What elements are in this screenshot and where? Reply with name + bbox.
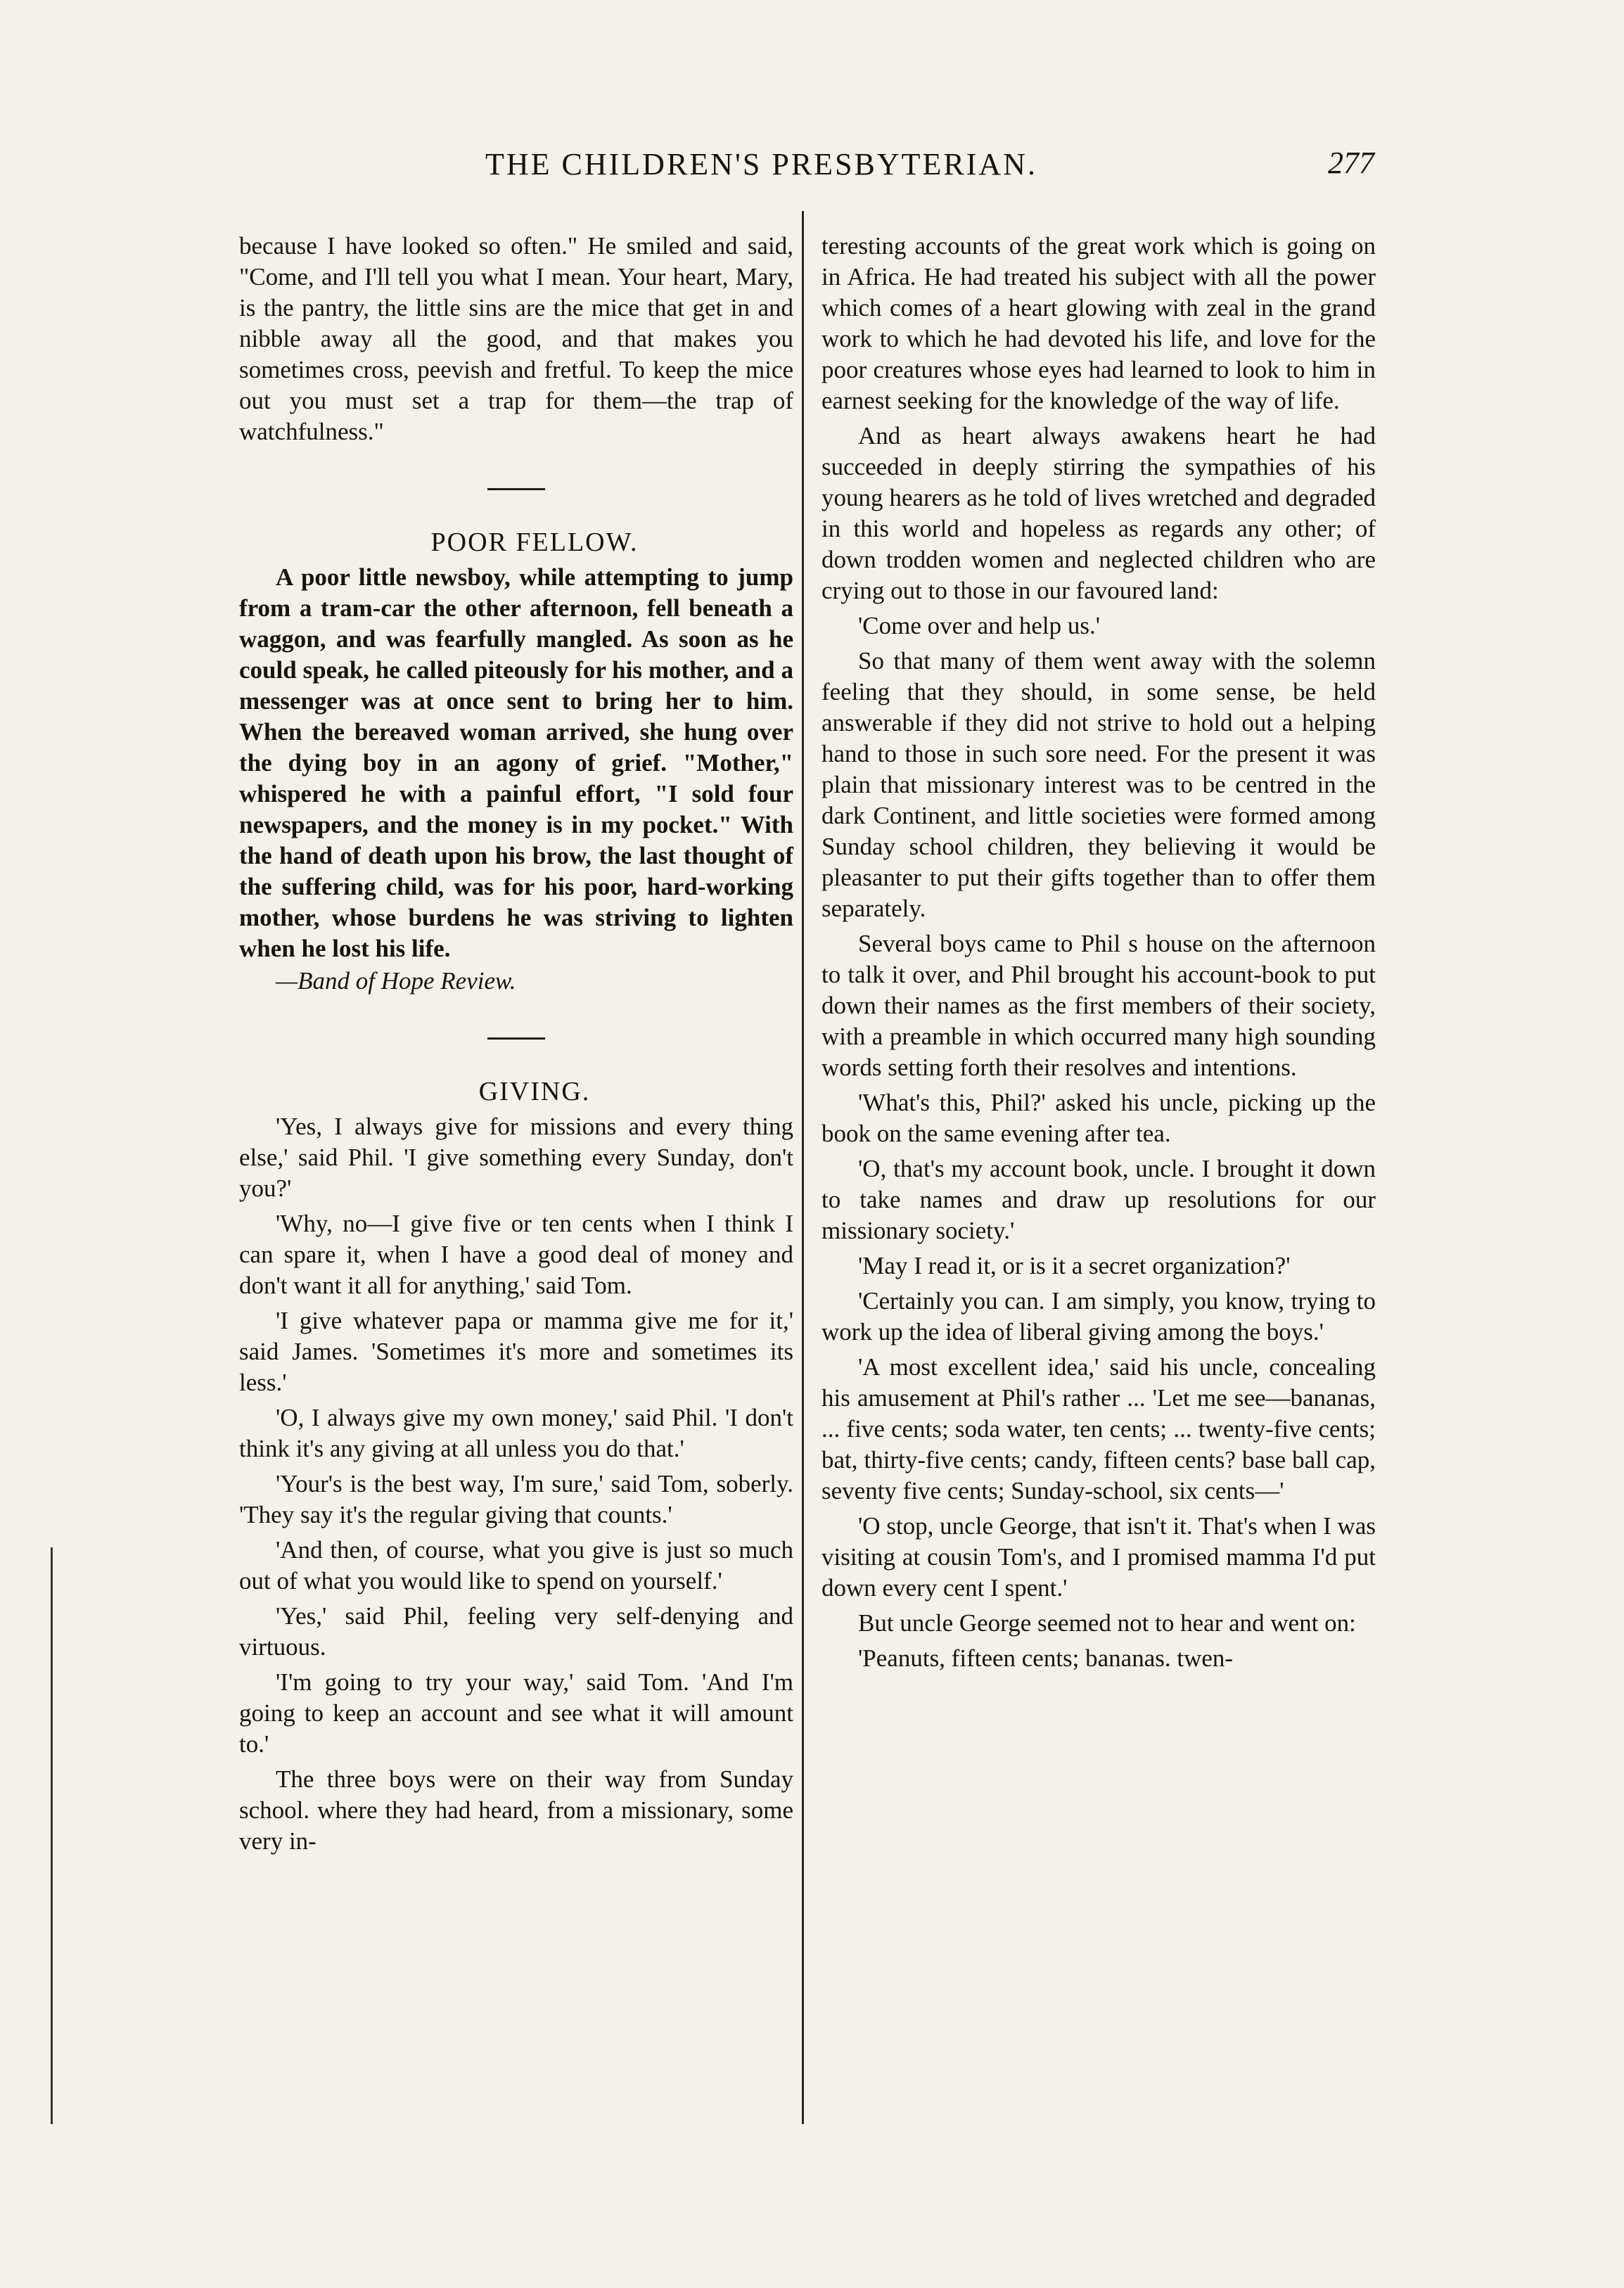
- giving-paragraph: 'I give whatever papa or mamma give me for it,' said James. 'Sometimes it's more and sometimes its less.': [239, 1307, 793, 1396]
- body-paragraph: But uncle George seemed not to hear and went on:: [858, 1609, 1356, 1637]
- body-paragraph: 'O, that's my account book, uncle. I brought it down to take names and draw up resolutions for our missionary society.': [821, 1155, 1376, 1244]
- section-divider: [487, 488, 545, 490]
- body-paragraph: 'What's this, Phil?' asked his uncle, picking up the book on the same evening after tea.: [821, 1089, 1376, 1147]
- page-number: 277: [1328, 146, 1374, 180]
- body-paragraph: So that many of them went away with the solemn feeling that they should, in some sense, be held answerable if they did not strive to hold out a helping hand to those in such sore need. For the present it was plain that missionary interest was to be centred in the dark Continent, and little societies were formed among Sunday school children, they believing it would be pleasanter to put their gifts together than to offer them separately.: [821, 647, 1376, 922]
- poor-fellow-body: A poor little newsboy, while attempting to jump from a tram-car the other afternoon, fell beneath a waggon, and was fearfully mangled. As soon as he could speak, he called piteously for his mother, and a messenger was at once sent to bring her to him. When the bereaved woman arrived, she hung over the dying boy in an agony of grief. "Mother," whispered he with a painful effort, "I sold four newspapers, and the money is in my pocket." With the hand of death upon his brow, the last thought of the suffering child, was for his poor, hard-working mother, whose burdens he was striving to lighten when he lost his life.: [239, 563, 793, 962]
- body-paragraph: 'May I read it, or is it a secret organization?': [858, 1252, 1291, 1279]
- body-paragraph: teresting accounts of the great work which is going on in Africa. He had treated his subject with all the power which comes of a heart glowing with zeal in the grand work to which he had devoted his life, and love for the poor creatures whose eyes had learned to look to him in earnest seeking for the knowledge of the way of life.: [821, 232, 1376, 414]
- section-heading-giving: GIVING.: [478, 1077, 591, 1106]
- giving-paragraph: The three boys were on their way from Sunday school. where they had heard, from a missionary, some very in-: [239, 1765, 793, 1855]
- column-divider: [802, 211, 804, 2124]
- section-divider: [487, 1037, 545, 1040]
- body-paragraph: 'O stop, uncle George, that isn't it. That's when I was visiting at cousin Tom's, and I promised mamma I'd put down every cent I spent.': [821, 1512, 1376, 1602]
- body-paragraph: 'A most excellent idea,' said his uncle, concealing his amusement at Phil's rather ... 'Let me see—bananas, ... five cents; soda water, ten cents; ... twenty-five cents; bat, thirty-five cents; candy, fifteen cents? base ball cap, seventy five cents; Sunday-school, six cents—': [821, 1353, 1376, 1504]
- margin-line: [51, 1547, 53, 2124]
- giving-paragraph: 'I'm going to try your way,' said Tom. 'And I'm going to keep an account and see what it will amount to.': [239, 1668, 793, 1758]
- body-paragraph: 'Certainly you can. I am simply, you know, trying to work up the idea of liberal giving among the boys.': [821, 1287, 1376, 1346]
- page-header-title: THE CHILDREN'S PRESBYTERIAN.: [485, 147, 1037, 181]
- intro-paragraph: because I have looked so often." He smiled and said, "Come, and I'll tell you what I mean. Your heart, Mary, is the pantry, the little sins are the mice that get in and nibble away all the good, and that makes you sometimes cross, peevish and fretful. To keep the mice out you must set a trap for them—the trap of watchfulness.": [239, 232, 793, 445]
- body-paragraph: Several boys came to Phil s house on the afternoon to talk it over, and Phil brought his account-book to put down their names as the first members of their society, with a preamble in which occurred many high sounding words setting forth their resolves and intentions.: [821, 930, 1376, 1081]
- right-column: [821, 231, 1376, 1678]
- left-column: [239, 231, 793, 1861]
- section-heading-poor-fellow: POOR FELLOW.: [430, 528, 639, 557]
- giving-paragraph: 'Yes,' said Phil, feeling very self-denying and virtuous.: [239, 1602, 793, 1661]
- body-paragraph: And as heart always awakens heart he had succeeded in deeply stirring the sympathies of his young hearers as he told of lives wretched and degraded in this world and hopeless as regards any other; of down trodden women and neglected children who are crying out to those in our favoured land:: [821, 422, 1376, 604]
- giving-paragraph: 'Your's is the best way, I'm sure,' said Tom, soberly. 'They say it's the regular giving that counts.': [239, 1470, 793, 1528]
- giving-paragraph: 'And then, of course, what you give is just so much out of what you would like to spend on yourself.': [239, 1536, 793, 1594]
- body-paragraph: 'Peanuts, fifteen cents; bananas. twen-: [858, 1644, 1234, 1672]
- giving-paragraph: 'Yes, I always give for missions and every thing else,' said Phil. 'I give something every Sunday, don't you?': [239, 1113, 793, 1202]
- giving-paragraph: 'O, I always give my own money,' said Phil. 'I don't think it's any giving at all unless you do that.': [239, 1404, 793, 1462]
- body-paragraph: 'Come over and help us.': [858, 612, 1101, 639]
- giving-paragraph: 'Why, no—I give five or ten cents when I think I can spare it, when I have a good deal of money and don't want it all for anything,' said Tom.: [239, 1210, 793, 1299]
- poor-fellow-credit: —Band of Hope Review.: [276, 967, 516, 995]
